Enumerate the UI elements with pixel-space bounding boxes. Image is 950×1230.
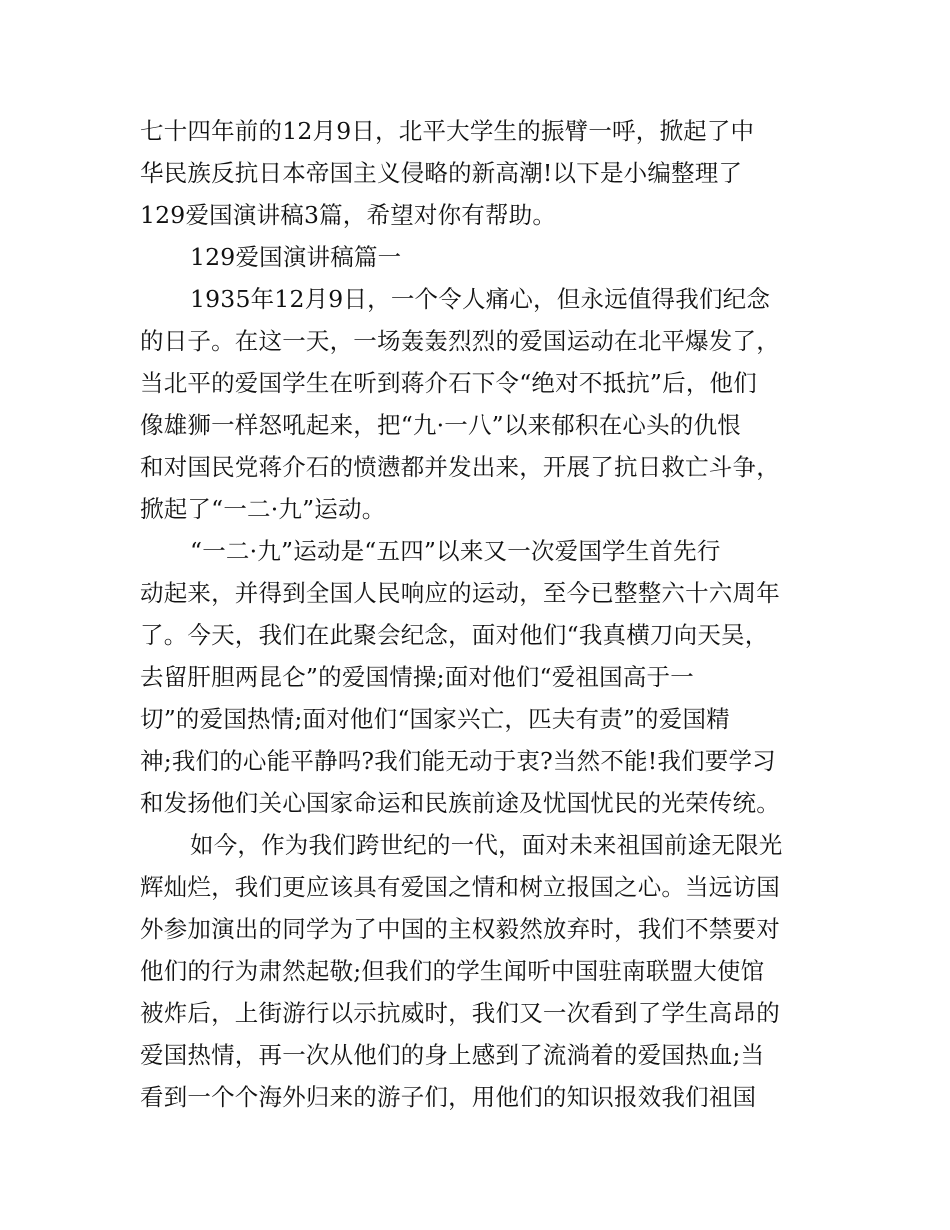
text-line: 129爱国演讲稿3篇，希望对你有帮助。 xyxy=(140,201,557,229)
text-line: 切”的爱国热情;面对他们“国家兴亡，匹夫有责”的爱国精 xyxy=(140,705,730,733)
paragraph-first-line: 129爱国演讲稿篇一 xyxy=(190,243,402,271)
document-body xyxy=(140,110,812,1118)
text-line: 和发扬他们关心国家命运和民族前途及忧国忧民的光荣传统。 xyxy=(140,789,780,817)
text-line: 被炸后，上街游行以示抗威时，我们又一次看到了学生高昂的 xyxy=(140,999,780,1027)
text-line: 和对国民党蒋介石的愤懑都并发出来，开展了抗日救亡斗争， xyxy=(140,453,780,481)
paragraph-first-line: 如今，作为我们跨世纪的一代，面对未来祖国前途无限光 xyxy=(190,831,783,859)
text-line: 辉灿烂，我们更应该具有爱国之情和树立报国之心。当远访国 xyxy=(140,873,780,901)
paragraph-first-line: “一二·九”运动是“五四”以来又一次爱国学生首先行 xyxy=(190,537,721,565)
text-line: 七十四年前的12月9日，北平大学生的振臂一呼，掀起了中 xyxy=(140,117,755,145)
text-line: 当北平的爱国学生在听到蒋介石下令“绝对不抵抗”后，他们 xyxy=(140,369,757,397)
text-line: 了。今天，我们在此聚会纪念，面对他们“我真横刀向天吴， xyxy=(140,621,769,649)
text-line: 去留肝胆两昆仑”的爱国情操;面对他们“爱祖国高于一 xyxy=(140,663,694,691)
text-line: 的日子。在这一天，一场轰轰烈烈的爱国运动在北平爆发了， xyxy=(140,327,780,355)
text-line: 华民族反抗日本帝国主义侵略的新高潮!以下是小编整理了 xyxy=(140,159,743,187)
text-line: 外参加演出的同学为了中国的主权毅然放弃时，我们不禁要对 xyxy=(140,915,780,943)
paragraph-first-line: 1935年12月9日，一个令人痛心，但永远值得我们纪念 xyxy=(190,285,771,313)
text-line: 像雄狮一样怒吼起来，把“九·一八”以来郁积在心头的仇恨 xyxy=(140,411,741,439)
text-line: 爱国热情，再一次从他们的身上感到了流淌着的爱国热血;当 xyxy=(140,1041,765,1069)
text-line: 神;我们的心能平静吗?我们能无动于衷?当然不能!我们要学习 xyxy=(140,747,776,775)
text-line: 动起来，并得到全国人民响应的运动，至今已整整六十六周年 xyxy=(140,579,780,607)
text-line: 看到一个个海外归来的游子们，用他们的知识报效我们祖国 xyxy=(140,1083,757,1111)
text-line: 他们的行为肃然起敬;但我们的学生闻听中国驻南联盟大使馆 xyxy=(140,957,765,985)
text-line: 掀起了“一二·九”运动。 xyxy=(140,495,386,523)
